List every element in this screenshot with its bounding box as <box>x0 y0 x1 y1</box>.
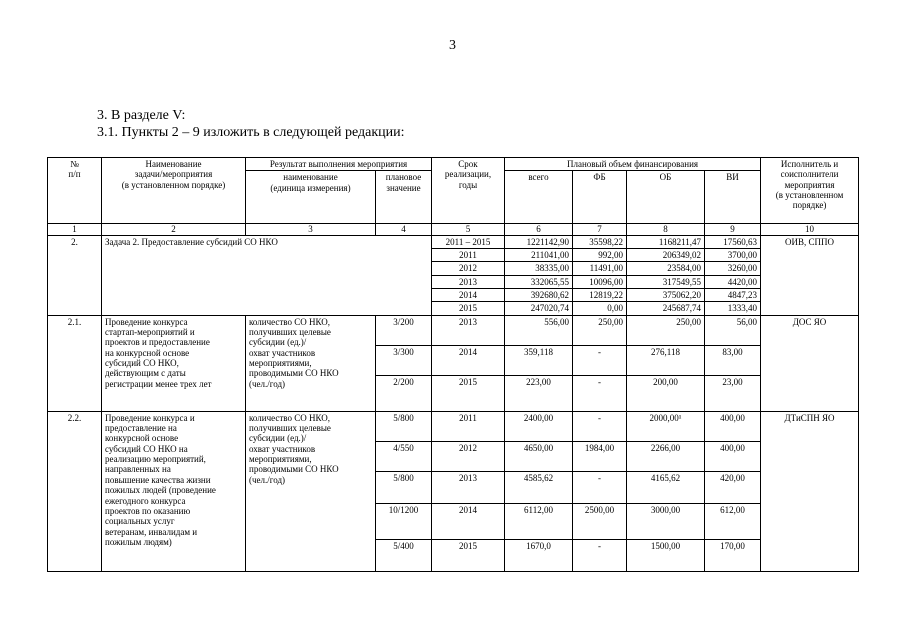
year-cell: 2011 <box>432 411 505 441</box>
fb-cell: 12819,22 <box>573 289 627 302</box>
header-finance: Плановый объем финансирования <box>505 158 761 171</box>
vi-cell: 17560,63 <box>705 235 761 248</box>
ob-cell: 2266,00 <box>627 441 705 471</box>
fb-cell: 1984,00 <box>573 441 627 471</box>
column-number-row <box>48 224 859 235</box>
year-cell: 2012 <box>432 262 505 275</box>
plan-cell: 2/200 <box>376 375 432 411</box>
ob-cell: 23584,00 <box>627 262 705 275</box>
task-name: Задача 2. Предоставление субсидий СО НКО <box>102 235 432 315</box>
financing-table <box>47 157 859 572</box>
page-number: 3 <box>449 38 456 53</box>
col-number: 9 <box>705 224 761 235</box>
table-row <box>48 315 859 345</box>
fb-cell: 11491,00 <box>573 262 627 275</box>
ob-cell: 4165,62 <box>627 471 705 503</box>
col-number: 6 <box>505 224 573 235</box>
fb-cell: 992,00 <box>573 249 627 262</box>
header-name: Наименование задачи/мероприятия (в установленном порядке) <box>102 158 246 224</box>
ob-cell: 2000,00¹ <box>627 411 705 441</box>
total-cell: 2400,00 <box>505 411 573 441</box>
year-cell: 2012 <box>432 441 505 471</box>
header-total: всего <box>505 171 573 224</box>
col-number: 10 <box>761 224 859 235</box>
header-result: Результат выполнения мероприятия <box>246 158 432 171</box>
plan-cell: 5/800 <box>376 471 432 503</box>
total-cell: 38335,00 <box>505 262 573 275</box>
vi-cell: 3260,00 <box>705 262 761 275</box>
header-result-name: наименование (единица измерения) <box>246 171 376 224</box>
total-cell: 4650,00 <box>505 441 573 471</box>
col-number: 1 <box>48 224 102 235</box>
executor-cell: ДОС ЯО <box>761 315 859 411</box>
header-vi: ВИ <box>705 171 761 224</box>
plan-cell: 3/300 <box>376 345 432 375</box>
result-name: количество СО НКО, получивших целевые субсидии (ед.)/ охват участников мероприятиями, проводимыми СО НКО (чел./год) <box>246 315 376 411</box>
col-number: 4 <box>376 224 432 235</box>
ob-cell: 245687,74 <box>627 302 705 315</box>
ob-cell: 250,00 <box>627 315 705 345</box>
vi-cell: 23,00 <box>705 375 761 411</box>
fb-cell: - <box>573 471 627 503</box>
col-number: 3 <box>246 224 376 235</box>
year-cell: 2014 <box>432 503 505 539</box>
year-cell: 2013 <box>432 315 505 345</box>
year-cell: 2015 <box>432 539 505 571</box>
row-no: 2.2. <box>48 411 102 571</box>
executor-cell: ДТиСПН ЯО <box>761 411 859 571</box>
fb-cell: 35598,22 <box>573 235 627 248</box>
fb-cell: 10096,00 <box>573 275 627 288</box>
header-no: № п/п <box>48 158 102 224</box>
year-cell: 2013 <box>432 471 505 503</box>
col-number: 7 <box>573 224 627 235</box>
ob-cell: 276,118 <box>627 345 705 375</box>
vi-cell: 420,00 <box>705 471 761 503</box>
year-cell: 2011 <box>432 249 505 262</box>
ob-cell: 1500,00 <box>627 539 705 571</box>
total-cell: 223,00 <box>505 375 573 411</box>
header-row-1 <box>48 158 859 171</box>
fb-cell: 0,00 <box>573 302 627 315</box>
vi-cell: 400,00 <box>705 441 761 471</box>
year-cell: 2014 <box>432 289 505 302</box>
col-number: 2 <box>102 224 246 235</box>
fb-cell: - <box>573 411 627 441</box>
vi-cell: 56,00 <box>705 315 761 345</box>
fb-cell: 250,00 <box>573 315 627 345</box>
plan-cell: 4/550 <box>376 441 432 471</box>
year-cell: 2015 <box>432 302 505 315</box>
fb-cell: 2500,00 <box>573 503 627 539</box>
col-number: 8 <box>627 224 705 235</box>
activity-name: Проведение конкурса и предоставление на конкурсной основе субсидий СО НКО на реализацию мероприятий, направленных на повышение качества жизни пожилых людей (проведение ежегодного конкурса проектов по оказанию социальных услуг ветеранам, инвалидам и пожилым людям) <box>102 411 246 571</box>
plan-cell: 5/800 <box>376 411 432 441</box>
total-cell: 1670,0 <box>505 539 573 571</box>
vi-cell: 3700,00 <box>705 249 761 262</box>
header-executor: Исполнитель и соисполнители мероприятия (в установленном порядке) <box>761 158 859 224</box>
total-cell: 6112,00 <box>505 503 573 539</box>
vi-cell: 170,00 <box>705 539 761 571</box>
vi-cell: 4847,23 <box>705 289 761 302</box>
total-cell: 392680,62 <box>505 289 573 302</box>
activity-name: Проведение конкурса стартап-мероприятий и проектов и предоставление на конкурсной основе субсидий СО НКО, действующим с даты регистрации менее трех лет <box>102 315 246 411</box>
fb-cell: - <box>573 345 627 375</box>
ob-cell: 200,00 <box>627 375 705 411</box>
vi-cell: 4420,00 <box>705 275 761 288</box>
fb-cell: - <box>573 539 627 571</box>
plan-cell: 3/200 <box>376 315 432 345</box>
section-heading: 3. В разделе V: <box>97 108 186 123</box>
table-row <box>48 235 859 248</box>
ob-cell: 3000,00 <box>627 503 705 539</box>
total-cell: 1221142,90 <box>505 235 573 248</box>
header-result-plan: плановое значение <box>376 171 432 224</box>
total-cell: 556,00 <box>505 315 573 345</box>
total-cell: 211041,00 <box>505 249 573 262</box>
total-cell: 247020,74 <box>505 302 573 315</box>
year-cell: 2013 <box>432 275 505 288</box>
plan-cell: 10/1200 <box>376 503 432 539</box>
ob-cell: 375062,20 <box>627 289 705 302</box>
vi-cell: 612,00 <box>705 503 761 539</box>
header-fb: ФБ <box>573 171 627 224</box>
year-cell: 2011 – 2015 <box>432 235 505 248</box>
subsection-heading: 3.1. Пункты 2 – 9 изложить в следующей редакции: <box>97 125 405 140</box>
executor-cell: ОИВ, СППО <box>761 235 859 315</box>
total-cell: 359,118 <box>505 345 573 375</box>
year-cell: 2015 <box>432 375 505 411</box>
year-cell: 2014 <box>432 345 505 375</box>
ob-cell: 317549,55 <box>627 275 705 288</box>
result-name: количество СО НКО, получивших целевые субсидии (ед.)/ охват участников мероприятиями, проводимыми СО НКО (чел./год) <box>246 411 376 571</box>
vi-cell: 400,00 <box>705 411 761 441</box>
plan-cell: 5/400 <box>376 539 432 571</box>
vi-cell: 1333,40 <box>705 302 761 315</box>
ob-cell: 206349,02 <box>627 249 705 262</box>
row-no: 2. <box>48 235 102 315</box>
total-cell: 4585,62 <box>505 471 573 503</box>
header-ob: ОБ <box>627 171 705 224</box>
ob-cell: 1168211,47 <box>627 235 705 248</box>
col-number: 5 <box>432 224 505 235</box>
vi-cell: 83,00 <box>705 345 761 375</box>
row-no: 2.1. <box>48 315 102 411</box>
fb-cell: - <box>573 375 627 411</box>
total-cell: 332065,55 <box>505 275 573 288</box>
header-term: Срок реализации, годы <box>432 158 505 224</box>
table-row <box>48 411 859 441</box>
